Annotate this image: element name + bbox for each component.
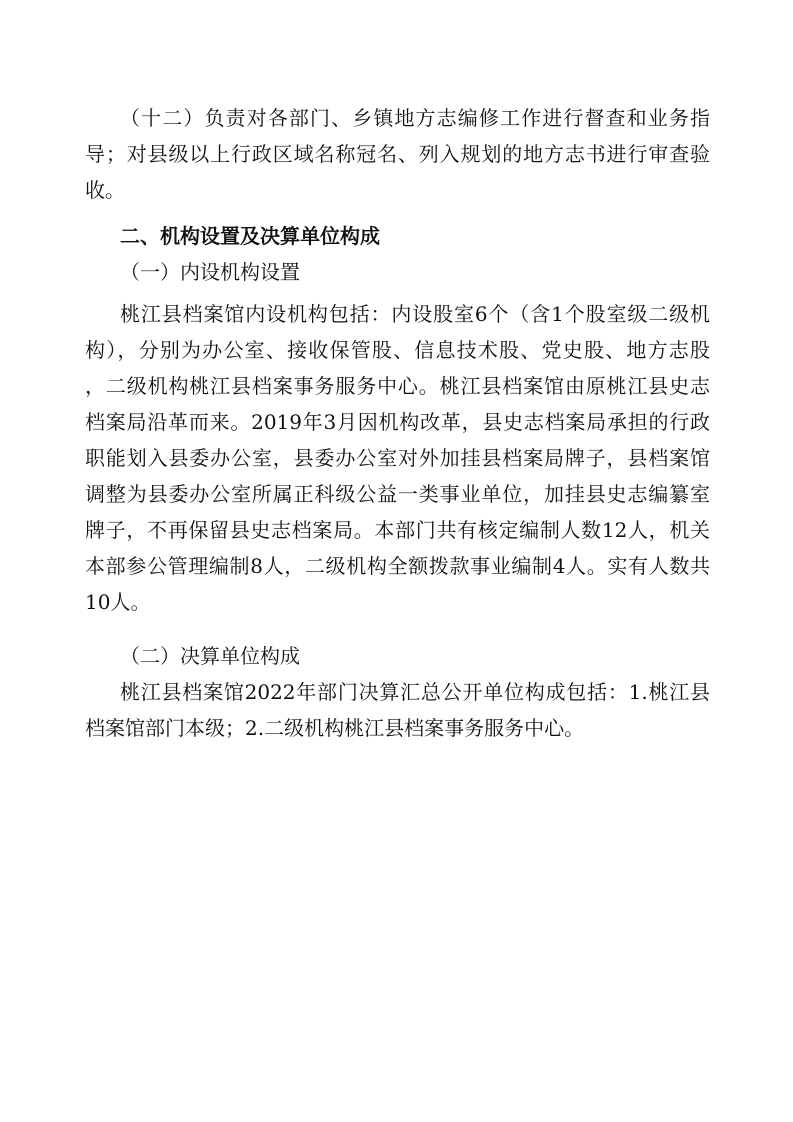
paragraph-budget-units bbox=[85, 674, 710, 746]
text-line: 桃江县档案馆内设机构包括：内设股室6个（含1个股室级二级机 bbox=[120, 302, 710, 326]
paragraph-internal-structure bbox=[85, 296, 710, 620]
text-line: 调整为县委办公室所属正科级公益一类事业单位，加挂县史志编纂室 bbox=[85, 482, 710, 506]
subsection-heading: （一）内设机构设置 bbox=[120, 260, 300, 284]
document-page bbox=[85, 100, 710, 746]
paragraph-duty-12 bbox=[85, 100, 710, 208]
text-line: 职能划入县委办公室，县委办公室对外加挂县档案局牌子，县档案馆 bbox=[85, 446, 710, 470]
text-line: 导；对县级以上行政区域名称冠名、列入规划的地方志书进行审查验 bbox=[85, 142, 710, 166]
text-line: 牌子，不再保留县史志档案局。本部门共有核定编制人数12人，机关 bbox=[85, 518, 710, 542]
text-line: 档案馆部门本级；2.二级机构桃江县档案事务服务中心。 bbox=[85, 716, 585, 740]
text-line: （十二）负责对各部门、乡镇地方志编修工作进行督查和业务指 bbox=[120, 106, 710, 130]
text-line: 档案局沿革而来。2019年3月因机构改革，县史志档案局承担的行政 bbox=[85, 410, 710, 434]
text-line: 构），分别为办公室、接收保管股、信息技术股、党史股、地方志股 bbox=[85, 338, 710, 362]
subsection-heading: （二）决算单位构成 bbox=[120, 644, 300, 668]
text-line: 本部参公管理编制8人，二级机构全额拨款事业编制4人。实有人数共 bbox=[85, 554, 710, 578]
text-line: 10人。 bbox=[85, 590, 151, 614]
text-line: 收。 bbox=[85, 178, 125, 202]
text-line: ，二级机构桃江县档案事务服务中心。桃江县档案馆由原桃江县史志 bbox=[85, 374, 710, 398]
section-heading: 二、机构设置及决算单位构成 bbox=[120, 224, 380, 248]
text-line: 桃江县档案馆2022年部门决算汇总公开单位构成包括：1.桃江县 bbox=[120, 680, 710, 704]
